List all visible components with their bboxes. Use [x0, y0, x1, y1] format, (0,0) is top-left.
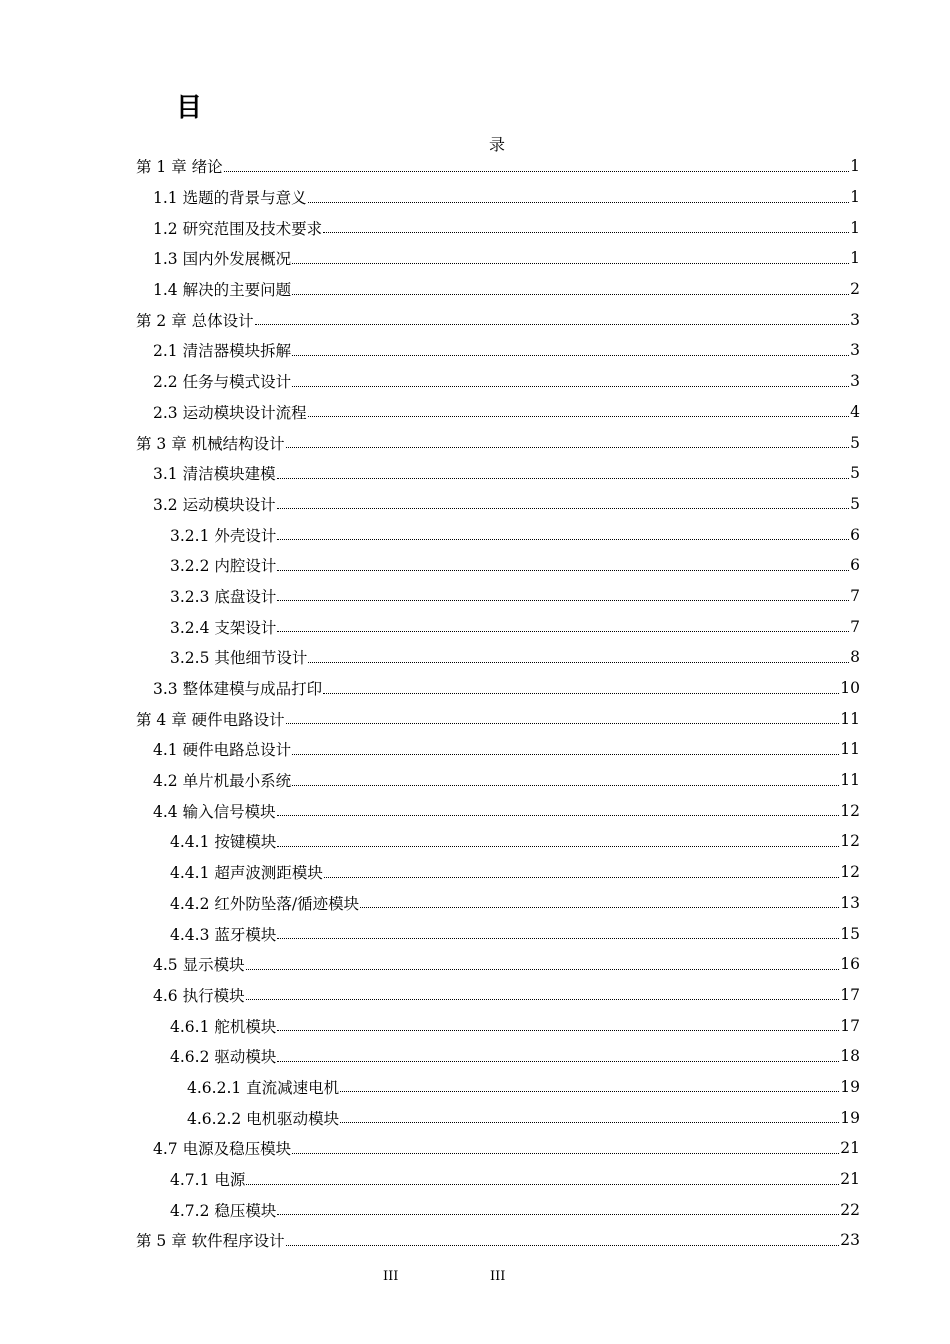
toc-entry-page-number: 3: [850, 372, 860, 391]
toc-dot-leader: [255, 324, 849, 325]
toc-entry[interactable]: [136, 366, 860, 397]
toc-entry-title: 4.1 硬件电路总设计: [153, 741, 292, 760]
toc-dot-leader: [277, 1061, 839, 1062]
toc-entry[interactable]: [136, 397, 860, 428]
toc-entry-title: 4.6 执行模块: [153, 986, 245, 1005]
toc-entry-title: 2.3 运动模块设计流程: [153, 403, 307, 422]
toc-entry-title: 4.4.2 红外防坠落/循迹模块: [170, 894, 360, 913]
toc-entry-page-number: 17: [840, 1016, 860, 1035]
toc-dot-leader: [308, 662, 849, 663]
toc-entry-title: 4.7.1 电源: [170, 1171, 246, 1190]
toc-entry-page-number: 5: [850, 464, 860, 483]
toc-entry-title: 3.2.5 其他细节设计: [170, 649, 308, 668]
toc-dot-leader: [308, 202, 850, 203]
toc-entry[interactable]: [136, 673, 860, 704]
toc-entry-page-number: 22: [840, 1200, 860, 1219]
toc-entry-page-number: 11: [840, 709, 860, 728]
toc-dot-leader: [292, 355, 849, 356]
toc-entry[interactable]: [136, 1133, 860, 1164]
table-of-contents: [136, 151, 860, 1256]
toc-entry-page-number: 1: [850, 157, 860, 176]
toc-entry[interactable]: [136, 304, 860, 335]
toc-entry-title: 1.3 国内外发展概况: [153, 250, 292, 269]
toc-entry-page-number: 19: [840, 1108, 860, 1127]
toc-entry-page-number: 19: [840, 1077, 860, 1096]
toc-entry-title: 4.7 电源及稳压模块: [153, 1140, 292, 1159]
toc-dot-leader: [323, 693, 839, 694]
toc-dot-leader: [292, 754, 839, 755]
toc-entry[interactable]: [136, 642, 860, 673]
toc-dot-leader: [277, 478, 850, 479]
toc-dot-leader: [323, 232, 849, 233]
toc-entry-page-number: 15: [840, 924, 860, 943]
toc-dot-leader: [308, 416, 850, 417]
toc-entry-title: 3.3 整体建模与成品打印: [153, 680, 323, 699]
toc-entry[interactable]: [136, 581, 860, 612]
toc-entry[interactable]: [136, 611, 860, 642]
toc-entry-page-number: 3: [850, 341, 860, 360]
toc-dot-leader: [277, 570, 849, 571]
toc-entry-page-number: 5: [850, 494, 860, 513]
toc-entry[interactable]: [136, 1194, 860, 1225]
toc-entry-page-number: 1: [850, 218, 860, 237]
toc-entry-page-number: 3: [850, 310, 860, 329]
toc-entry-page-number: 11: [840, 740, 860, 759]
toc-entry-title: 第 1 章 绪论: [136, 158, 223, 177]
toc-dot-leader: [292, 1153, 839, 1154]
toc-entry-page-number: 7: [850, 586, 860, 605]
toc-dot-leader: [340, 1091, 839, 1092]
toc-entry-page-number: 1: [850, 249, 860, 268]
toc-dot-leader: [360, 907, 839, 908]
toc-entry-page-number: 17: [840, 985, 860, 1004]
toc-entry-page-number: 16: [840, 955, 860, 974]
toc-entry-page-number: 10: [840, 679, 860, 698]
toc-entry[interactable]: [136, 427, 860, 458]
toc-entry-title: 1.2 研究范围及技术要求: [153, 219, 323, 238]
toc-entry-title: 2.2 任务与模式设计: [153, 373, 292, 392]
toc-entry[interactable]: [136, 795, 860, 826]
toc-entry-page-number: 11: [840, 771, 860, 790]
toc-entry-title: 1.4 解决的主要问题: [153, 281, 292, 300]
toc-entry-page-number: 13: [840, 893, 860, 912]
toc-entry-page-number: 2: [850, 280, 860, 299]
toc-entry-title: 第 3 章 机械结构设计: [136, 434, 285, 453]
toc-entry-title: 4.7.2 稳压模块: [170, 1201, 277, 1220]
toc-entry-page-number: 8: [850, 648, 860, 667]
toc-entry[interactable]: [136, 1225, 860, 1256]
toc-dot-leader: [277, 846, 839, 847]
toc-entry[interactable]: [136, 151, 860, 182]
toc-entry[interactable]: [136, 1072, 860, 1103]
toc-entry-page-number: 7: [850, 617, 860, 636]
toc-entry[interactable]: [136, 489, 860, 520]
toc-entry-title: 4.6.2 驱动模块: [170, 1048, 277, 1067]
toc-dot-leader: [277, 815, 840, 816]
toc-entry-title: 3.2.3 底盘设计: [170, 587, 277, 606]
toc-entry-page-number: 6: [850, 556, 860, 575]
toc-entry-title: 4.6.2.1 直流减速电机: [187, 1078, 340, 1097]
toc-entry-page-number: 18: [840, 1047, 860, 1066]
toc-entry-title: 第 2 章 总体设计: [136, 311, 254, 330]
toc-entry[interactable]: [136, 519, 860, 550]
toc-dot-leader: [292, 263, 849, 264]
toc-entry[interactable]: [136, 949, 860, 980]
toc-entry[interactable]: [136, 458, 860, 489]
toc-entry[interactable]: [136, 703, 860, 734]
toc-entry-title: 3.2 运动模块设计: [153, 495, 276, 514]
toc-entry[interactable]: [136, 980, 860, 1011]
toc-entry[interactable]: [136, 212, 860, 243]
toc-entry-title: 4.5 显示模块: [153, 956, 245, 975]
toc-dot-leader: [224, 171, 849, 172]
toc-dot-leader: [277, 1030, 839, 1031]
toc-entry-page-number: 21: [840, 1170, 860, 1189]
toc-entry-page-number: 12: [840, 801, 860, 820]
toc-entry[interactable]: [136, 1010, 860, 1041]
toc-entry-title: 3.1 清洁模块建模: [153, 465, 276, 484]
toc-entry-page-number: 4: [850, 402, 860, 421]
toc-heading-part2: 录: [489, 135, 506, 154]
toc-entry-page-number: 21: [840, 1139, 860, 1158]
toc-entry[interactable]: [136, 335, 860, 366]
toc-entry[interactable]: [136, 826, 860, 857]
toc-entry[interactable]: [136, 550, 860, 581]
toc-dot-leader: [277, 539, 849, 540]
toc-heading-part1: 目: [176, 93, 203, 123]
toc-dot-leader: [277, 1214, 839, 1215]
toc-entry-title: 3.2.2 内腔设计: [170, 557, 277, 576]
toc-entry-title: 2.1 清洁器模块拆解: [153, 342, 292, 361]
toc-dot-leader: [277, 631, 849, 632]
toc-dot-leader: [246, 969, 840, 970]
toc-entry[interactable]: [136, 1102, 860, 1133]
toc-entry-page-number: 5: [850, 433, 860, 452]
toc-entry-title: 1.1 选题的背景与意义: [153, 189, 307, 208]
toc-entry-title: 第 5 章 软件程序设计: [136, 1232, 285, 1251]
toc-entry-title: 4.4.1 按键模块: [170, 833, 277, 852]
toc-entry[interactable]: [136, 1164, 860, 1195]
toc-dot-leader: [292, 386, 849, 387]
toc-dot-leader: [292, 785, 839, 786]
toc-dot-leader: [286, 1245, 840, 1246]
toc-entry-page-number: 23: [840, 1231, 860, 1250]
toc-entry[interactable]: [136, 888, 860, 919]
footer-page-number-right: III: [490, 1269, 506, 1284]
toc-entry[interactable]: [136, 182, 860, 213]
toc-entry-title: 4.4 输入信号模块: [153, 802, 276, 821]
toc-entry[interactable]: [136, 734, 860, 765]
toc-entry[interactable]: [136, 765, 860, 796]
toc-entry[interactable]: [136, 918, 860, 949]
toc-entry-title: 3.2.1 外壳设计: [170, 526, 277, 545]
toc-dot-leader: [340, 1122, 839, 1123]
toc-entry-page-number: 12: [840, 863, 860, 882]
toc-entry-title: 4.4.1 超声波测距模块: [170, 864, 323, 883]
toc-entry-title: 4.6.1 舵机模块: [170, 1017, 277, 1036]
toc-dot-leader: [277, 508, 850, 509]
toc-dot-leader: [246, 999, 840, 1000]
toc-dot-leader: [277, 600, 849, 601]
toc-entry-page-number: 1: [850, 188, 860, 207]
toc-dot-leader: [286, 447, 849, 448]
toc-entry-page-number: 6: [850, 525, 860, 544]
toc-dot-leader: [277, 938, 839, 939]
toc-entry-title: 第 4 章 硬件电路设计: [136, 710, 285, 729]
toc-entry-page-number: 12: [840, 832, 860, 851]
toc-entry[interactable]: [136, 1041, 860, 1072]
toc-entry[interactable]: [136, 243, 860, 274]
toc-entry[interactable]: [136, 274, 860, 305]
footer-page-number-left: III: [383, 1269, 399, 1284]
toc-dot-leader: [324, 877, 839, 878]
toc-entry[interactable]: [136, 857, 860, 888]
toc-entry-title: 3.2.4 支架设计: [170, 618, 277, 637]
toc-entry-title: 4.4.3 蓝牙模块: [170, 925, 277, 944]
toc-dot-leader: [286, 723, 840, 724]
toc-entry-title: 4.2 单片机最小系统: [153, 772, 292, 791]
toc-entry-title: 4.6.2.2 电机驱动模块: [187, 1109, 340, 1128]
toc-dot-leader: [246, 1184, 839, 1185]
toc-dot-leader: [292, 294, 849, 295]
